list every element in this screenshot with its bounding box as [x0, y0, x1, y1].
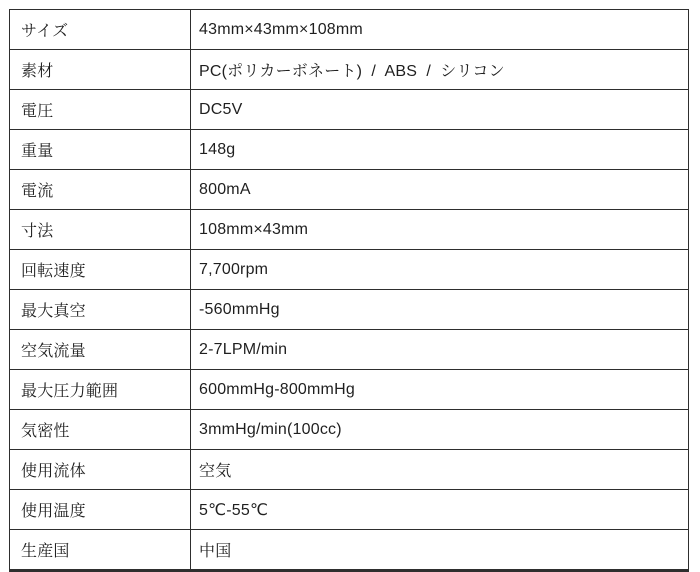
table-row: [10, 450, 689, 490]
spec-value: 3mmHg/min(100cc): [191, 410, 689, 450]
table-row: [10, 90, 689, 130]
spec-value: 7,700rpm: [191, 250, 689, 290]
table-row: [10, 370, 689, 410]
spec-label: 最大圧力範囲: [10, 370, 191, 410]
spec-value: DC5V: [191, 90, 689, 130]
spec-label: サイズ: [10, 10, 191, 50]
spec-value: 43mm×43mm×108mm: [191, 10, 689, 50]
spec-value: 中国: [191, 530, 689, 571]
spec-value: 800mA: [191, 170, 689, 210]
table-row: [10, 210, 689, 250]
spec-label: 最大真空: [10, 290, 191, 330]
spec-label: 空気流量: [10, 330, 191, 370]
table-row: [10, 10, 689, 50]
spec-label: 回転速度: [10, 250, 191, 290]
spec-value: 空気: [191, 450, 689, 490]
table-row: [10, 250, 689, 290]
spec-table-body: [10, 10, 689, 571]
spec-label: 寸法: [10, 210, 191, 250]
spec-value: 2-7LPM/min: [191, 330, 689, 370]
spec-value: 600mmHg-800mmHg: [191, 370, 689, 410]
product-spec-table: [9, 9, 689, 572]
spec-label: 気密性: [10, 410, 191, 450]
spec-value: PC(ポリカーボネート) / ABS / シリコン: [191, 50, 689, 90]
spec-label: 使用流体: [10, 450, 191, 490]
table-row: [10, 530, 689, 571]
spec-label: 使用温度: [10, 490, 191, 530]
spec-label: 生産国: [10, 530, 191, 571]
spec-label: 素材: [10, 50, 191, 90]
table-row: [10, 50, 689, 90]
spec-label: 重量: [10, 130, 191, 170]
table-row: [10, 170, 689, 210]
spec-label: 電圧: [10, 90, 191, 130]
table-row: [10, 410, 689, 450]
table-row: [10, 130, 689, 170]
table-row: [10, 490, 689, 530]
spec-value: -560mmHg: [191, 290, 689, 330]
spec-label: 電流: [10, 170, 191, 210]
spec-value: 148g: [191, 130, 689, 170]
spec-value: 108mm×43mm: [191, 210, 689, 250]
spec-value: 5℃-55℃: [191, 490, 689, 530]
table-row: [10, 330, 689, 370]
table-row: [10, 290, 689, 330]
